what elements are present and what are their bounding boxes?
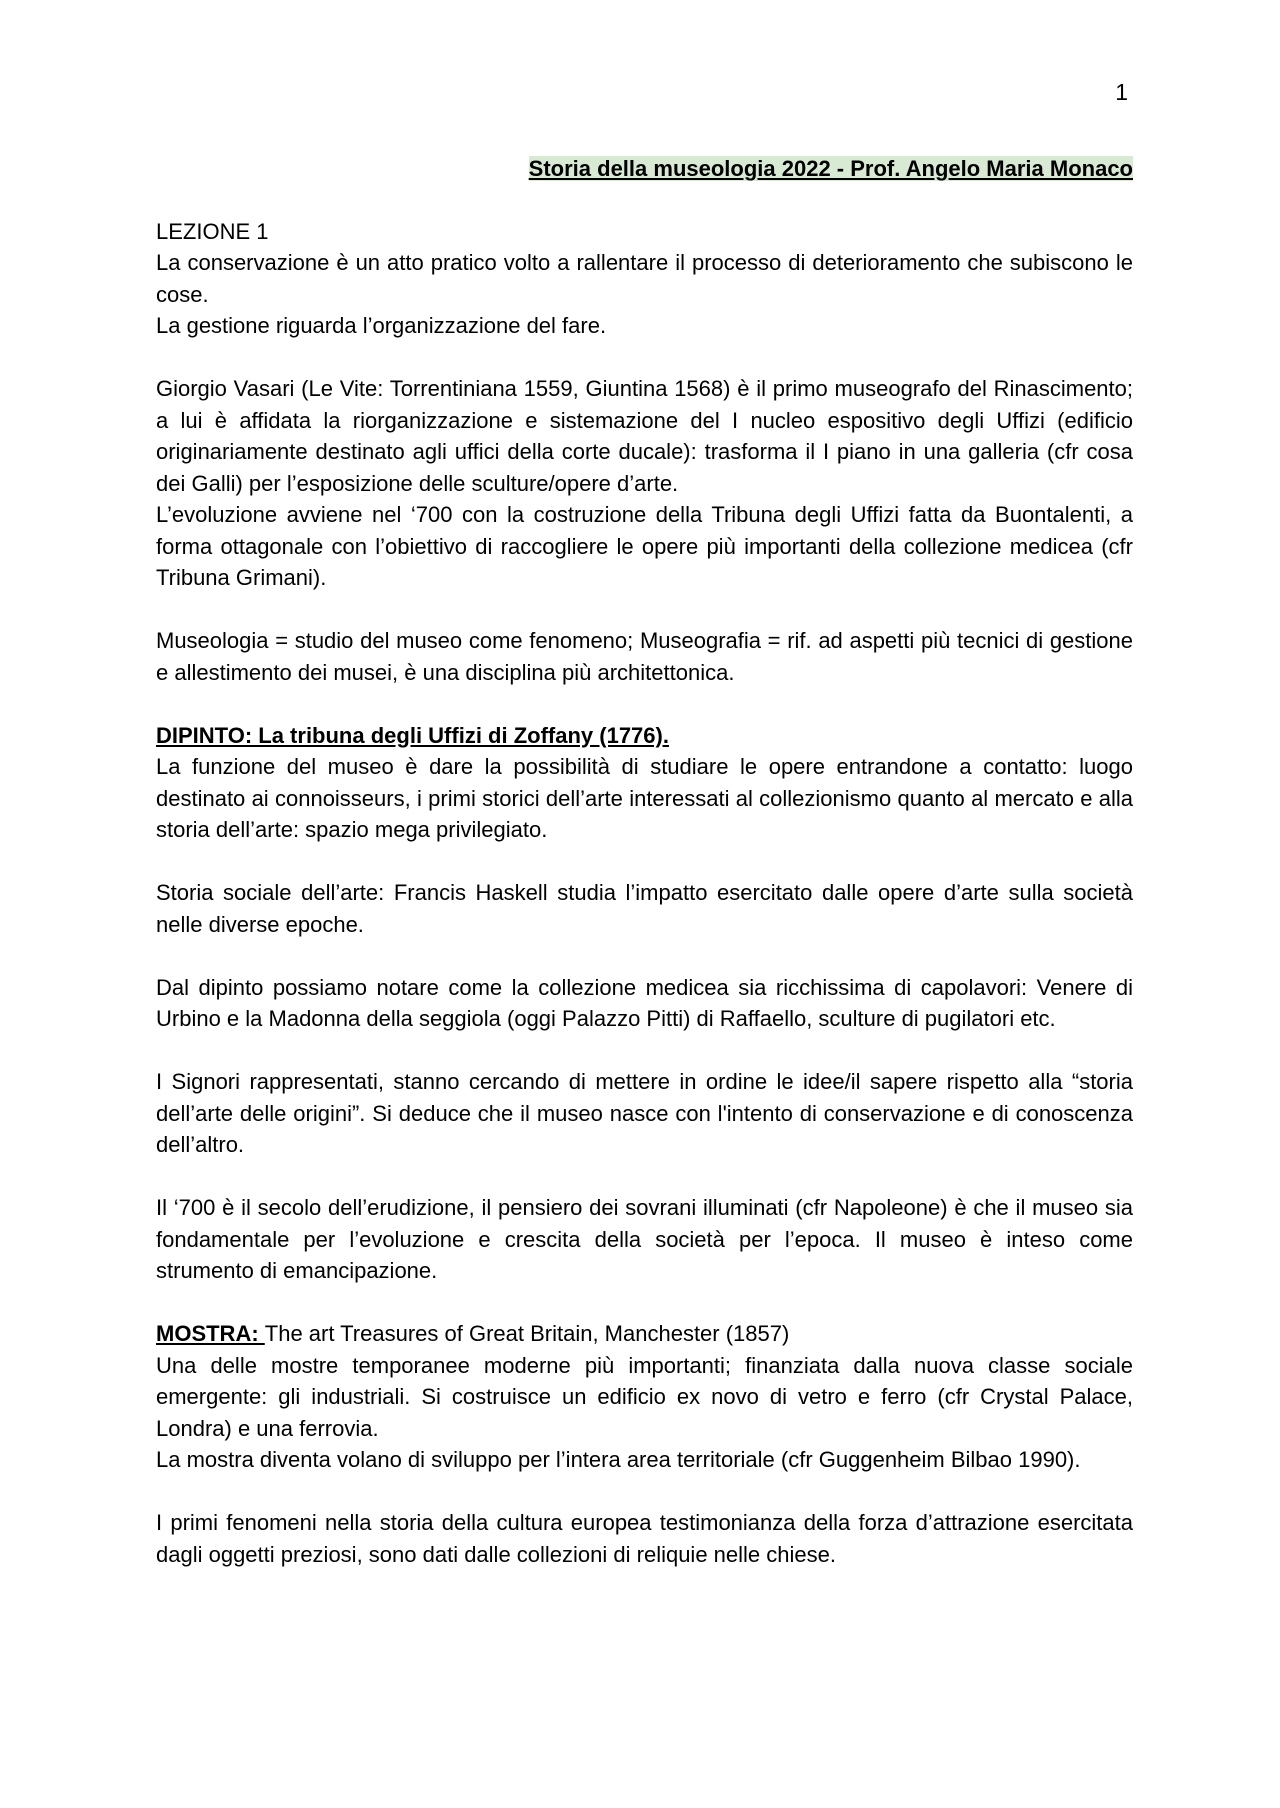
paragraph-reliquie: I primi fenomeni nella storia della cultura europea testimonianza della forza d’attrazione esercitata dagli oggetti preziosi, sono dati dalle collezioni di reliquie nelle chiese. [156,1510,1133,1567]
paragraph-settecento: Il ‘700 è il secolo dell’erudizione, il pensiero dei sovrani illuminati (cfr Napoleone) è che il museo sia fondamentale per l’evoluzione e crescita della società per l’epoca. Il museo è inteso come strumento di emancipazione. [156,1195,1133,1283]
spacer [156,1287,1133,1319]
spacer [156,846,1133,878]
spacer [156,342,1133,374]
mostra-title: The art Treasures of Great Britain, Manchester (1857) [264,1321,790,1346]
paragraph-dipinto-collezione: Dal dipinto possiamo notare come la collezione medicea sia ricchissima di capolavori: Venere di Urbino e la Madonna della seggiola (oggi Palazzo Pitti) di Raffaello, sculture di pugilatori etc. [156,974,1133,1031]
spacer [156,594,1133,626]
document-title-text: Storia della museologia 2022 - Prof. Angelo Maria Monaco [528,156,1133,181]
spacer [156,688,1133,720]
paragraph-museologia: Museologia = studio del museo come fenomeno; Museografia = rif. ad aspetti più tecnici di gestione e allestimento dei musei, è una disciplina più architettonica. [156,628,1133,685]
paragraph-mostre-temporanee: Una delle mostre temporanee moderne più importanti; finanziata dalla nuova classe sociale emergente: gli industriali. Si costruisce un edificio ex novo di vetro e ferro (cfr Crystal Palace, Londra) e una ferrovia. [156,1352,1133,1441]
document-body [156,153,1133,1570]
page-number: 1 [1115,79,1128,105]
spacer [156,1161,1133,1193]
section-heading-mostra: MOSTRA: [156,1321,265,1346]
section-heading-dipinto: DIPINTO: La tribuna degli Uffizi di Zoffany (1776). [156,722,669,748]
paragraph-signori: I Signori rappresentati, stanno cercando di mettere in ordine le idee/il sapere rispetto alla “storia dell’arte delle origini”. Si deduce che il museo nasce con l'intento di conservazione e di conoscenza dell’altro. [156,1069,1133,1157]
spacer [156,1476,1133,1508]
paragraph-volano-sviluppo: La mostra diventa volano di sviluppo per l’intera area territoriale (cfr Guggenheim Bilbao 1990). [156,1447,1081,1472]
paragraph-mostra [156,1318,1133,1350]
spacer [156,940,1133,972]
paragraph-vasari: Giorgio Vasari (Le Vite: Torrentiniana 1559, Giuntina 1568) è il primo museografo del Rinascimento; a lui è affidata la riorganizzazione e sistemazione del I nucleo espositivo degli Uffizi (edificio originariamente destinato agli uffici della corte ducale): trasforma il I piano in una galleria (cfr cosa dei Galli) per l’esposizione delle sculture/opere d’arte. [156,376,1133,496]
paragraph-funzione-museo: La funzione del museo è dare la possibilità di studiare le opere entrandone a contatto: luogo destinato ai connoisseurs, i primi storici dell’arte interessati al collezionismo quanto al mercato e alla storia dell’arte: spazio mega privilegiato. [156,754,1133,842]
paragraph-storia-sociale: Storia sociale dell’arte: Francis Haskell studia l’impatto esercitato dalle opere d’arte sulla società nelle diverse epoche. [156,880,1133,937]
paragraph-evoluzione: L’evoluzione avviene nel ‘700 con la costruzione della Tribuna degli Uffizi fatta da Buontalenti, a forma ottagonale con l’obiettivo di raccogliere le opere più importanti della collezione medicea (cfr Tribuna Grimani). [156,502,1133,590]
spacer [156,1035,1133,1067]
paragraph-gestione: La gestione riguarda l’organizzazione del fare. [156,313,607,338]
lesson-heading: LEZIONE 1 [156,218,269,244]
paragraph-conservazione: La conservazione è un atto pratico volto a rallentare il processo di deterioramento che subiscono le cose. [156,250,1133,307]
document-title [156,153,1133,185]
